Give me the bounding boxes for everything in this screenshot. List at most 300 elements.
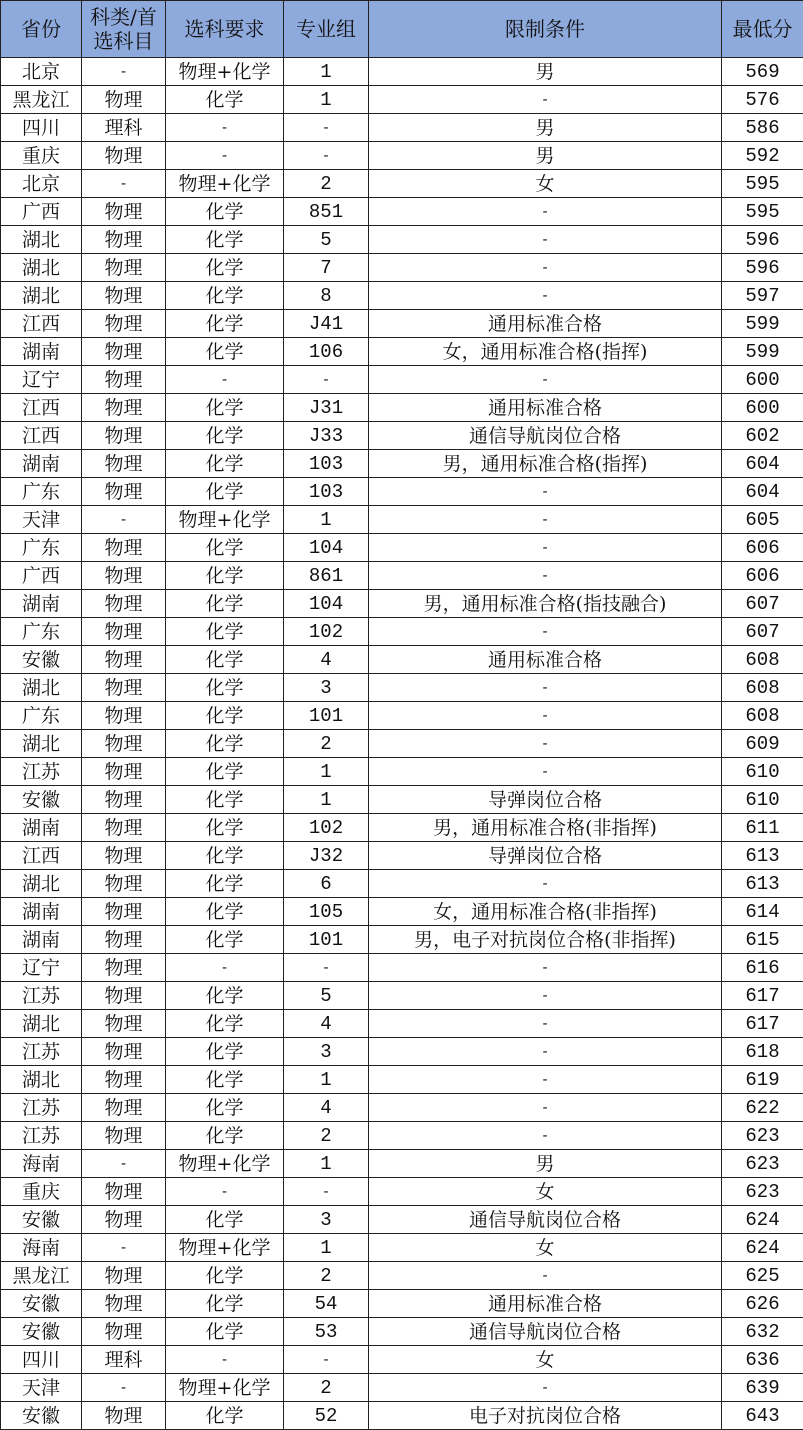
table-row [1,1122,803,1150]
cell-major-group: 101 [284,926,369,954]
cell-restriction: 男，通用标准合格(指技融合) [369,590,722,618]
cell-restriction: 女 [369,1346,722,1374]
cell-restriction: 男，通用标准合格(非指挥) [369,814,722,842]
cell-province: 天津 [1,1374,82,1402]
table-row [1,1150,803,1178]
cell-major-group: 861 [284,562,369,590]
cell-min-score: 619 [722,1066,803,1094]
table-row [1,842,803,870]
cell-min-score: 624 [722,1234,803,1262]
cell-min-score: 643 [722,1402,803,1430]
cell-category: 物理 [82,758,166,786]
cell-min-score: 623 [722,1150,803,1178]
cell-subject-requirement: - [166,142,284,170]
cell-restriction: 男 [369,58,722,86]
cell-restriction: 男，电子对抗岗位合格(非指挥) [369,926,722,954]
cell-min-score: 602 [722,422,803,450]
cell-min-score: 613 [722,842,803,870]
cell-major-group: - [284,954,369,982]
cell-major-group: 2 [284,1374,369,1402]
cell-min-score: 616 [722,954,803,982]
cell-province: 海南 [1,1150,82,1178]
cell-category: 物理 [82,534,166,562]
cell-restriction: 电子对抗岗位合格 [369,1402,722,1430]
cell-restriction: 男，通用标准合格(指挥) [369,450,722,478]
cell-major-group: J31 [284,394,369,422]
cell-min-score: 626 [722,1290,803,1318]
cell-province: 江西 [1,394,82,422]
cell-major-group: - [284,1346,369,1374]
cell-province: 江西 [1,310,82,338]
cell-subject-requirement: 化学 [166,254,284,282]
cell-restriction: - [369,282,722,310]
cell-major-group: 2 [284,1122,369,1150]
table-row [1,898,803,926]
cell-min-score: 636 [722,1346,803,1374]
header-category-label: 科类/首 选科目 [90,5,157,53]
cell-category: 物理 [82,338,166,366]
cell-major-group: 1 [284,758,369,786]
cell-min-score: 596 [722,226,803,254]
cell-min-score: 597 [722,282,803,310]
cell-category: 物理 [82,198,166,226]
table-row [1,758,803,786]
cell-major-group: 5 [284,226,369,254]
cell-min-score: 595 [722,198,803,226]
cell-province: 江苏 [1,1038,82,1066]
cell-category: 物理 [82,786,166,814]
cell-min-score: 622 [722,1094,803,1122]
cell-major-group: 103 [284,478,369,506]
cell-category: 物理 [82,1178,166,1206]
cell-subject-requirement: 物理+化学 [166,1234,284,1262]
cell-category: 物理 [82,590,166,618]
cell-province: 北京 [1,170,82,198]
cell-province: 湖北 [1,226,82,254]
cell-subject-requirement: 化学 [166,1038,284,1066]
cell-subject-requirement: 化学 [166,1262,284,1290]
cell-subject-requirement: 化学 [166,590,284,618]
cell-min-score: 632 [722,1318,803,1346]
cell-restriction: - [369,86,722,114]
table-row [1,1010,803,1038]
cell-restriction: - [369,870,722,898]
cell-min-score: 569 [722,58,803,86]
cell-province: 湖南 [1,450,82,478]
cell-subject-requirement: 化学 [166,1290,284,1318]
cell-min-score: 576 [722,86,803,114]
cell-major-group: J41 [284,310,369,338]
cell-min-score: 608 [722,646,803,674]
cell-subject-requirement: 化学 [166,1066,284,1094]
cell-restriction: 通用标准合格 [369,1290,722,1318]
cell-restriction: - [369,562,722,590]
cell-restriction: - [369,534,722,562]
cell-major-group: 105 [284,898,369,926]
cell-restriction: - [369,1262,722,1290]
cell-province: 广东 [1,618,82,646]
cell-subject-requirement: 物理+化学 [166,1150,284,1178]
table-row [1,982,803,1010]
cell-restriction: 导弹岗位合格 [369,842,722,870]
cell-restriction: - [369,954,722,982]
cell-subject-requirement: 化学 [166,786,284,814]
header-restriction: 限制条件 [369,1,722,58]
table-row [1,366,803,394]
cell-province: 广东 [1,534,82,562]
table-row [1,478,803,506]
cell-category: 物理 [82,1262,166,1290]
cell-subject-requirement: 化学 [166,926,284,954]
cell-category: 物理 [82,1038,166,1066]
cell-subject-requirement: 化学 [166,198,284,226]
table-row [1,870,803,898]
cell-category: 物理 [82,870,166,898]
cell-category: - [82,1150,166,1178]
cell-subject-requirement: 化学 [166,898,284,926]
cell-province: 辽宁 [1,954,82,982]
header-subject-requirement: 选科要求 [166,1,284,58]
cell-min-score: 609 [722,730,803,758]
cell-restriction: 女 [369,170,722,198]
cell-major-group: 102 [284,814,369,842]
cell-province: 湖南 [1,898,82,926]
table-row [1,1178,803,1206]
cell-subject-requirement: 化学 [166,562,284,590]
table-row [1,170,803,198]
cell-restriction: - [369,730,722,758]
cell-major-group: 104 [284,534,369,562]
cell-category: 物理 [82,1206,166,1234]
cell-category: 物理 [82,1010,166,1038]
cell-restriction: - [369,702,722,730]
cell-category: 物理 [82,898,166,926]
cell-min-score: 604 [722,478,803,506]
table-row [1,786,803,814]
header-major-group: 专业组 [284,1,369,58]
cell-restriction: 女，通用标准合格(非指挥) [369,898,722,926]
cell-major-group: - [284,1178,369,1206]
cell-subject-requirement: 化学 [166,450,284,478]
cell-major-group: J33 [284,422,369,450]
cell-restriction: - [369,1038,722,1066]
cell-min-score: 624 [722,1206,803,1234]
cell-restriction: - [369,1010,722,1038]
cell-subject-requirement: 化学 [166,842,284,870]
table-row [1,562,803,590]
cell-restriction: - [369,366,722,394]
cell-min-score: 606 [722,534,803,562]
cell-category: 物理 [82,226,166,254]
cell-category: 物理 [82,674,166,702]
cell-restriction: - [369,226,722,254]
cell-category: 理科 [82,1346,166,1374]
cell-min-score: 606 [722,562,803,590]
cell-major-group: - [284,114,369,142]
cell-province: 安徽 [1,1318,82,1346]
cell-major-group: 3 [284,674,369,702]
cell-restriction: - [369,254,722,282]
cell-min-score: 623 [722,1178,803,1206]
table-row [1,198,803,226]
cell-min-score: 618 [722,1038,803,1066]
cell-restriction: 通用标准合格 [369,310,722,338]
cell-province: 北京 [1,58,82,86]
cell-category: 物理 [82,1094,166,1122]
table-row [1,1094,803,1122]
cell-major-group: 4 [284,1094,369,1122]
table-row [1,534,803,562]
cell-restriction: 通信导航岗位合格 [369,422,722,450]
cell-min-score: 615 [722,926,803,954]
cell-restriction: - [369,758,722,786]
cell-subject-requirement: 化学 [166,674,284,702]
cell-category: 物理 [82,982,166,1010]
cell-major-group: 3 [284,1038,369,1066]
cell-min-score: 608 [722,702,803,730]
cell-subject-requirement: 物理+化学 [166,506,284,534]
table-row [1,254,803,282]
cell-subject-requirement: - [166,114,284,142]
cell-province: 四川 [1,1346,82,1374]
table-row [1,730,803,758]
cell-subject-requirement: - [166,1178,284,1206]
cell-min-score: 625 [722,1262,803,1290]
cell-major-group: 53 [284,1318,369,1346]
cell-category: 物理 [82,618,166,646]
cell-category: 物理 [82,842,166,870]
cell-subject-requirement: 化学 [166,1010,284,1038]
cell-major-group: 7 [284,254,369,282]
cell-subject-requirement: 化学 [166,282,284,310]
table-row [1,1374,803,1402]
cell-subject-requirement: 化学 [166,226,284,254]
cell-province: 湖南 [1,338,82,366]
cell-major-group: 52 [284,1402,369,1430]
table-row [1,1346,803,1374]
cell-province: 湖南 [1,926,82,954]
table-row [1,310,803,338]
cell-min-score: 613 [722,870,803,898]
cell-restriction: - [369,1066,722,1094]
cell-major-group: 1 [284,506,369,534]
cell-min-score: 605 [722,506,803,534]
cell-major-group: - [284,142,369,170]
cell-min-score: 599 [722,338,803,366]
cell-major-group: 3 [284,1206,369,1234]
cell-min-score: 617 [722,1010,803,1038]
table-row [1,338,803,366]
cell-subject-requirement: 化学 [166,310,284,338]
cell-restriction: - [369,674,722,702]
cell-subject-requirement: 化学 [166,618,284,646]
table-row [1,394,803,422]
cell-province: 湖南 [1,814,82,842]
cell-subject-requirement: 化学 [166,1206,284,1234]
cell-major-group: 1 [284,1234,369,1262]
table-header [1,1,803,58]
table-row [1,1290,803,1318]
cell-major-group: 4 [284,1010,369,1038]
cell-province: 黑龙江 [1,86,82,114]
cell-province: 安徽 [1,646,82,674]
table-row [1,814,803,842]
cell-province: 广东 [1,702,82,730]
cell-restriction: 通用标准合格 [369,646,722,674]
cell-subject-requirement: 物理+化学 [166,58,284,86]
cell-category: 物理 [82,422,166,450]
table-row [1,674,803,702]
cell-province: 安徽 [1,1290,82,1318]
cell-subject-requirement: 化学 [166,982,284,1010]
cell-category: 物理 [82,702,166,730]
cell-restriction: 男 [369,114,722,142]
cell-province: 天津 [1,506,82,534]
cell-major-group: 101 [284,702,369,730]
cell-restriction: 男 [369,1150,722,1178]
cell-province: 广东 [1,478,82,506]
cell-subject-requirement: - [166,366,284,394]
cell-restriction: 导弹岗位合格 [369,786,722,814]
cell-subject-requirement: 化学 [166,478,284,506]
table-row [1,226,803,254]
table-row [1,702,803,730]
table-row [1,506,803,534]
cell-category: - [82,506,166,534]
cell-major-group: 4 [284,646,369,674]
cell-min-score: 607 [722,618,803,646]
table-row [1,954,803,982]
cell-subject-requirement: 化学 [166,422,284,450]
cell-restriction: - [369,1122,722,1150]
cell-major-group: 2 [284,730,369,758]
cell-subject-requirement: 化学 [166,338,284,366]
cell-province: 湖北 [1,1066,82,1094]
cell-min-score: 611 [722,814,803,842]
cell-major-group: 2 [284,1262,369,1290]
cell-restriction: 女 [369,1178,722,1206]
cell-major-group: J32 [284,842,369,870]
cell-restriction: 通信导航岗位合格 [369,1206,722,1234]
cell-category: 物理 [82,1066,166,1094]
cell-province: 安徽 [1,1206,82,1234]
table-row [1,590,803,618]
cell-restriction: 通信导航岗位合格 [369,1318,722,1346]
cell-province: 安徽 [1,786,82,814]
table-row [1,926,803,954]
table-row [1,1234,803,1262]
cell-subject-requirement: 化学 [166,870,284,898]
cell-category: 理科 [82,114,166,142]
table-row [1,142,803,170]
cell-min-score: 599 [722,310,803,338]
cell-province: 广西 [1,198,82,226]
cell-major-group: 103 [284,450,369,478]
cell-category: 物理 [82,926,166,954]
cell-min-score: 600 [722,366,803,394]
cell-major-group: 851 [284,198,369,226]
table-row [1,646,803,674]
cell-subject-requirement: 化学 [166,758,284,786]
table-row [1,58,803,86]
cell-category: 物理 [82,86,166,114]
cell-province: 江西 [1,422,82,450]
cell-category: 物理 [82,730,166,758]
cell-major-group: 6 [284,870,369,898]
cell-province: 四川 [1,114,82,142]
cell-restriction: 男 [369,142,722,170]
cell-major-group: 1 [284,86,369,114]
cell-major-group: 104 [284,590,369,618]
cell-category: - [82,58,166,86]
cell-major-group: 102 [284,618,369,646]
cell-subject-requirement: 化学 [166,86,284,114]
cell-min-score: 610 [722,758,803,786]
cell-restriction: - [369,982,722,1010]
cell-province: 江苏 [1,758,82,786]
cell-restriction: 女，通用标准合格(指挥) [369,338,722,366]
cell-category: 物理 [82,310,166,338]
header-row [1,1,803,58]
table-row [1,1206,803,1234]
table-body [1,58,803,1430]
cell-major-group: 54 [284,1290,369,1318]
cell-category: 物理 [82,450,166,478]
cell-subject-requirement: 物理+化学 [166,1374,284,1402]
cell-subject-requirement: 化学 [166,646,284,674]
cell-min-score: 610 [722,786,803,814]
header-category [82,1,166,58]
cell-province: 广西 [1,562,82,590]
table-row [1,1066,803,1094]
cell-min-score: 595 [722,170,803,198]
cell-subject-requirement: - [166,954,284,982]
table-row [1,1038,803,1066]
cell-category: 物理 [82,366,166,394]
cell-restriction: 通用标准合格 [369,394,722,422]
cell-province: 湖北 [1,870,82,898]
table-row [1,1318,803,1346]
cell-province: 湖北 [1,254,82,282]
cell-category: 物理 [82,1318,166,1346]
cell-province: 湖北 [1,282,82,310]
cell-subject-requirement: 化学 [166,534,284,562]
cell-major-group: 2 [284,170,369,198]
cell-province: 重庆 [1,142,82,170]
cell-category: 物理 [82,142,166,170]
cell-category: 物理 [82,254,166,282]
cell-province: 辽宁 [1,366,82,394]
cell-category: 物理 [82,282,166,310]
table-row [1,1262,803,1290]
cell-category: 物理 [82,562,166,590]
cell-category: - [82,1374,166,1402]
cell-major-group: 1 [284,58,369,86]
table-row [1,450,803,478]
cell-min-score: 600 [722,394,803,422]
cell-restriction: - [369,1374,722,1402]
cell-major-group: 8 [284,282,369,310]
cell-min-score: 592 [722,142,803,170]
cell-restriction: - [369,198,722,226]
table-row [1,86,803,114]
cell-province: 湖北 [1,674,82,702]
cell-category: 物理 [82,814,166,842]
cell-min-score: 639 [722,1374,803,1402]
cell-min-score: 614 [722,898,803,926]
cell-province: 安徽 [1,1402,82,1430]
cell-major-group: 1 [284,786,369,814]
